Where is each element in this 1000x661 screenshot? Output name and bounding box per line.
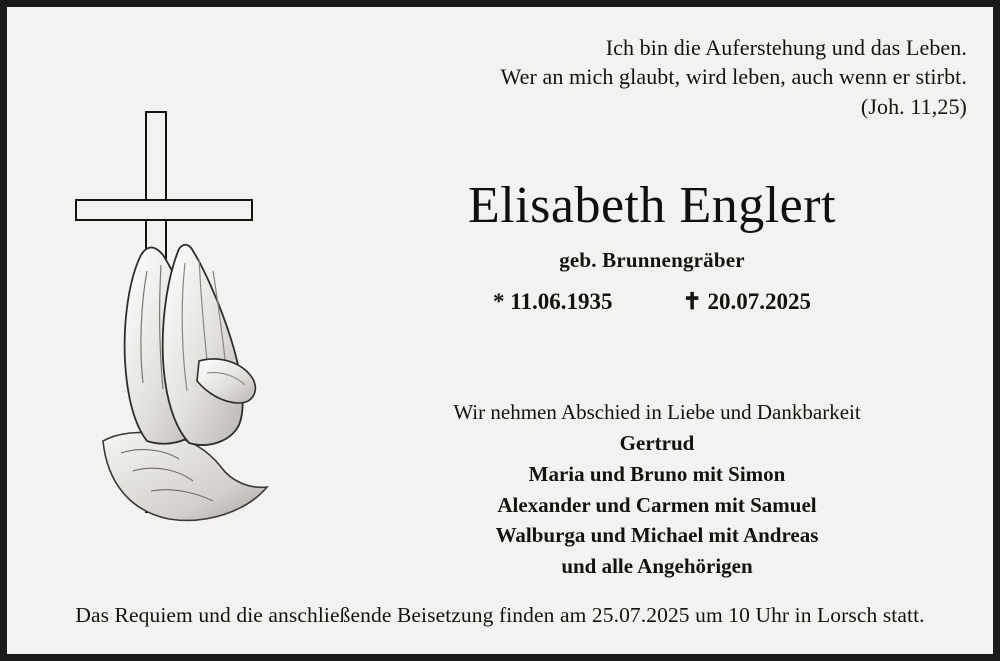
dagger-icon: ✝ (682, 288, 702, 314)
death-date: 20.07.2025 (707, 288, 811, 314)
scripture-line-1: Ich bin die Auferstehung und das Leben. (605, 35, 967, 60)
death-date-group (682, 289, 811, 315)
page-title: Elisabeth Englert (467, 177, 837, 234)
mourners-block (337, 397, 977, 582)
mourner-5: und alle Angehörigen (561, 554, 753, 579)
name-block (327, 179, 977, 315)
cross-joint (147, 201, 165, 219)
mourner-2: Maria und Bruno mit Simon (528, 461, 786, 486)
emblem (59, 103, 309, 533)
scripture-reference: (Joh. 11,25) (860, 93, 967, 119)
service-details: Das Requiem und die anschließende Beisetzung finden am 25.07.2025 um 10 Uhr in Lorsch statt. (75, 603, 925, 627)
scripture-line-2: Wer an mich glaubt, wird leben, auch wenn er stirbt. (500, 64, 967, 90)
mourner-3: Alexander und Carmen mit Samuel (497, 492, 817, 517)
birth-date: * 11.06.1935 (492, 288, 613, 314)
scripture-quote (327, 33, 967, 121)
maiden-name: geb. Brunnengräber (559, 247, 745, 272)
praying-hands-icon (81, 243, 291, 523)
life-dates (327, 289, 977, 315)
mourner-4: Walburga und Michael mit Andreas (495, 523, 819, 548)
mourners-lead: Wir nehmen Abschied in Liebe und Dankbarkeit (453, 400, 861, 424)
mourner-1: Gertrud (619, 430, 695, 455)
